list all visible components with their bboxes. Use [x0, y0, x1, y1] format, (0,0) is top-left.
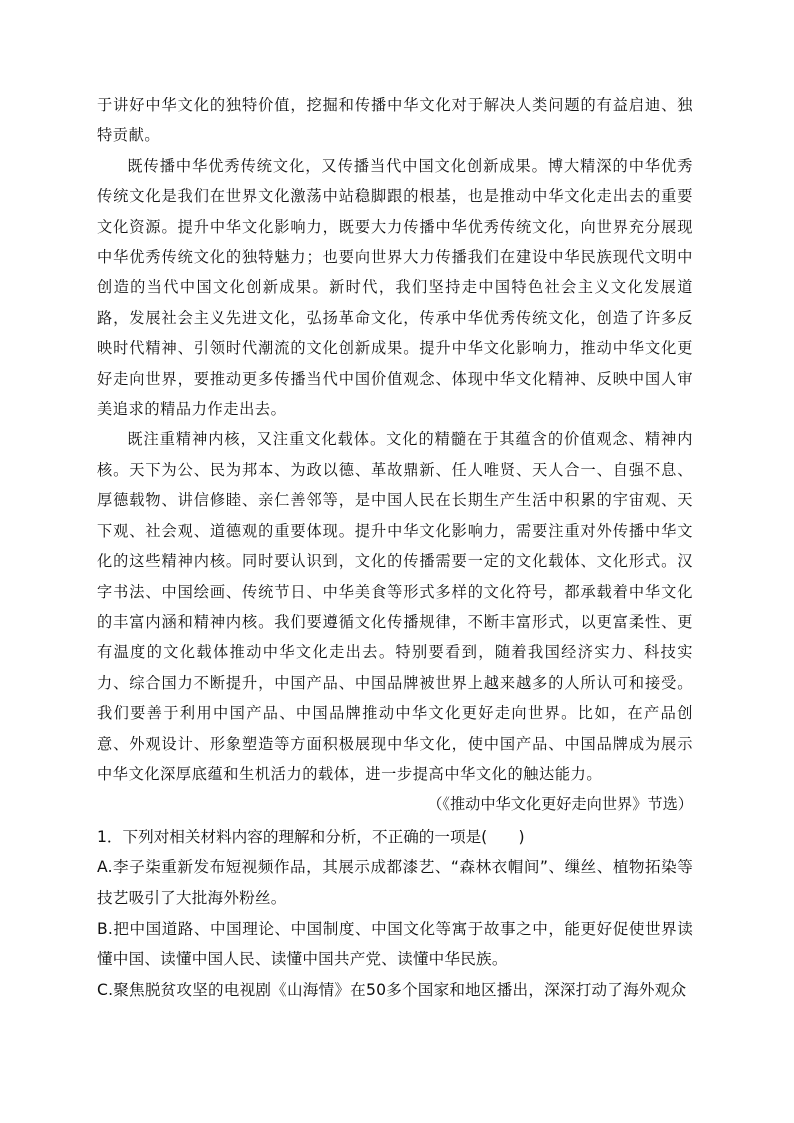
document-page	[97, 90, 693, 1005]
question-stem: 1．下列对相关材料内容的理解和分析，不正确的一项是( )	[97, 827, 525, 846]
article-paragraph-1: 于讲好中华文化的独特价值，挖掘和传播中华文化对于解决人类问题的有益启迪、独特贡献。	[97, 96, 693, 145]
question-option-b: B.把中国道路、中国理论、中国制度、中国文化等寓于故事之中，能更好促使世界读懂中国、读懂中国人民、读懂中国共产党、读懂中华民族。	[97, 919, 693, 969]
article-body	[97, 90, 693, 820]
article-paragraph-2: 既传播中华优秀传统文化，又传播当代中国文化创新成果。博大精深的中华优秀传统文化是我们在世界文化激荡中站稳脚跟的根基，也是推动中华文化走出去的重要文化资源。提升中华文化影响力，既要大力传播中华优秀传统文化，向世界充分展现中华优秀传统文化的独特魅力；也要向世界大力传播我们在建设中华民族现代文明中创造的当代中国文化创新成果。新时代，我们坚持走中国特色社会主义文化发展道路，发展社会主义先进文化，弘扬革命文化，传承中华优秀传统文化，创造了许多反映时代精神、引领时代潮流的文化创新成果。提升中华文化影响力，推动中华文化更好走向世界，要推动更多传播当代中国价值观念、体现中华文化精神、反映中国人审美追求的精品力作走出去。	[97, 156, 693, 419]
question-option-c: C.聚焦脱贫攻坚的电视剧《山海情》在50多个国家和地区播出，深深打动了海外观众	[97, 980, 687, 999]
article-source: （《推动中华文化更好走向世界》节选）	[427, 795, 693, 814]
article-paragraph-3: 既注重精神内核，又注重文化载体。文化的精髓在于其蕴含的价值观念、精神内核。天下为公、民为邦本、为政以德、革故鼎新、任人唯贤、天人合一、自强不息、厚德载物、讲信修睦、亲仁善邻等，是中国人民在长期生产生活中积累的宇宙观、天下观、社会观、道德观的重要体现。提升中华文化影响力，需要注重对外传播中华文化的这些精神内核。同时要认识到，文化的传播需要一定的文化载体、文化形式。汉字书法、中国绘画、传统节日、中华美食等形式多样的文化符号，都承载着中华文化的丰富内涵和精神内核。我们要遵循文化传播规律，不断丰富形式，以更富柔性、更有温度的文化载体推动中华文化走出去。特别要看到，随着我国经济实力、科技实力、综合国力不断提升，中国产品、中国品牌被世界上越来越多的人所认可和接受。我们要善于利用中国产品、中国品牌推动中华文化更好走向世界。比如，在产品创意、外观设计、形象塑造等方面积极展现中华文化，使中国产品、中国品牌成为展示中华文化深厚底蕴和生机活力的载体，进一步提高中华文化的触达能力。	[97, 430, 693, 783]
question-block	[97, 822, 693, 1006]
question-option-a: A.李子柒重新发布短视频作品，其展示成都漆艺、“森林衣帽间”、缫丝、植物拓染等技艺吸引了大批海外粉丝。	[97, 858, 693, 907]
